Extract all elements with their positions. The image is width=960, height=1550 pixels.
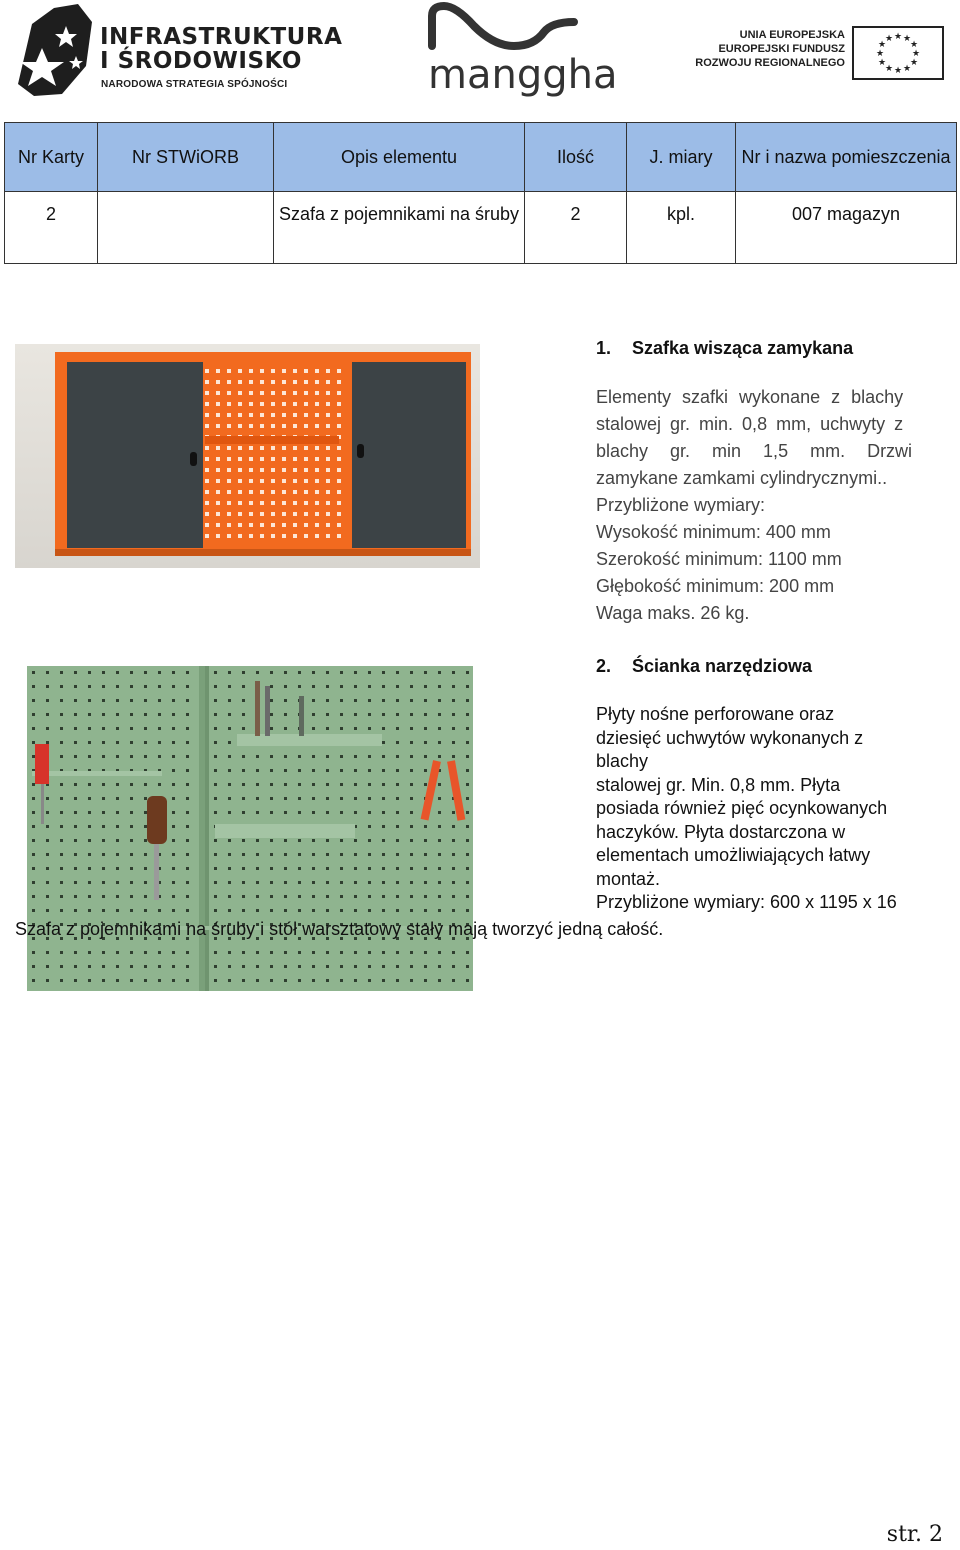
section1-line: stalowej gr. min. 0,8 mm, uchwyty z: [596, 414, 904, 434]
col-header-stwiorb: Nr STWiORB: [98, 123, 274, 192]
section2-line: haczyków. Płyta dostarczona w: [596, 821, 846, 842]
logo-manggha-text: manggha: [428, 52, 618, 98]
svg-text:★: ★: [909, 40, 919, 50]
svg-text:★: ★: [884, 34, 894, 44]
page-number: str. 2: [886, 1522, 943, 1547]
logo-left-line3: NARODOWA STRATEGIA SPÓJNOŚCI: [101, 79, 288, 90]
tool-wall-image: [27, 666, 473, 991]
assembly-note: Szafa z pojemnikami na śruby i stół warsztatowy stały mają tworzyć jedną całość.: [15, 919, 664, 939]
section2-line: dziesięć uchwytów wykonanych z: [596, 727, 864, 748]
cell-card-no: 2: [5, 192, 98, 264]
logo-manggha: [424, 2, 618, 98]
col-header-room: Nr i nazwa pomieszczenia: [736, 123, 957, 192]
section1-heading: [596, 338, 853, 359]
section1-paragraph: [596, 384, 945, 492]
section2-heading: [596, 656, 812, 677]
section1-line: Przybliżone wymiary:: [596, 495, 766, 515]
section1-line: Szerokość minimum: 1100 mm: [596, 549, 842, 569]
svg-text:★: ★: [875, 49, 885, 59]
section1-line: zamykane zamkami cylindrycznymi..: [596, 468, 888, 488]
table-header-row: [5, 123, 957, 192]
section1-body: [596, 384, 945, 627]
section2-body: [596, 703, 946, 915]
logo-left-line1: INFRASTRUKTURA: [100, 24, 343, 50]
section2-number: 2.: [596, 656, 612, 676]
cell-room: 007 magazyn: [736, 192, 957, 264]
svg-text:★: ★: [877, 40, 887, 50]
logo-infrastruktura: [14, 4, 343, 98]
col-header-quantity: Ilość: [525, 123, 627, 192]
section1-line: Głębokość minimum: 200 mm: [596, 576, 835, 596]
svg-text:★: ★: [893, 66, 903, 76]
col-header-card-no: Nr Karty: [5, 123, 98, 192]
section2-line: elementach umożliwiających łatwy: [596, 845, 871, 865]
star-logo-icon: [14, 4, 94, 98]
section1-title: Szafka wisząca zamykana: [632, 338, 854, 358]
spec-table: [4, 122, 957, 264]
logo-eu-line1: UNIA EUROPEJSKA: [739, 29, 845, 41]
svg-text:★: ★: [902, 64, 912, 74]
section2-line: blachy: [596, 751, 649, 771]
svg-text:★: ★: [902, 34, 912, 44]
cell-description: Szafa z pojemnikami na śruby: [274, 192, 525, 264]
logo-eu-line3: ROZWOJU REGIONALNEGO: [695, 57, 845, 69]
section1-number: 1.: [596, 338, 612, 358]
manggha-wave-icon: [424, 2, 584, 52]
section2-line: stalowej gr. Min. 0,8 mm. Płyta: [596, 774, 841, 795]
svg-text:★: ★: [893, 32, 903, 42]
section1-line: Waga maks. 26 kg.: [596, 603, 750, 623]
cell-unit: kpl.: [627, 192, 736, 264]
section2-line: Płyty nośne perforowane oraz: [596, 704, 835, 724]
section2-line: posiada również pięć ocynkowanych: [596, 798, 888, 818]
svg-text:★: ★: [884, 64, 894, 74]
section2-line: montaż.: [596, 868, 661, 889]
logo-eu-line2: EUROPEJSKI FUNDUSZ: [718, 43, 845, 55]
svg-text:★: ★: [909, 58, 919, 68]
section1-line: Wysokość minimum: 400 mm: [596, 522, 831, 542]
cell-stwiorb: [98, 192, 274, 264]
wall-cabinet-image: [15, 344, 480, 568]
svg-text:★: ★: [911, 49, 921, 59]
section1-line: blachy gr. min 1,5 mm. Drzwi: [596, 441, 913, 461]
cell-quantity: 2: [525, 192, 627, 264]
logo-left-line2: I ŚRODOWISKO: [100, 48, 302, 74]
col-header-unit: J. miary: [627, 123, 736, 192]
logo-eu: [695, 26, 950, 82]
svg-text:★: ★: [877, 58, 887, 68]
section1-line: Elementy szafki wykonane z blachy: [596, 387, 904, 407]
section2-line: Przybliżone wymiary: 600 x 1195 x 16: [596, 892, 897, 912]
col-header-description: Opis elementu: [274, 123, 525, 192]
section2-title: Ścianka narzędziowa: [632, 656, 813, 676]
table-row: [5, 192, 957, 264]
eu-flag-icon: [852, 26, 944, 80]
